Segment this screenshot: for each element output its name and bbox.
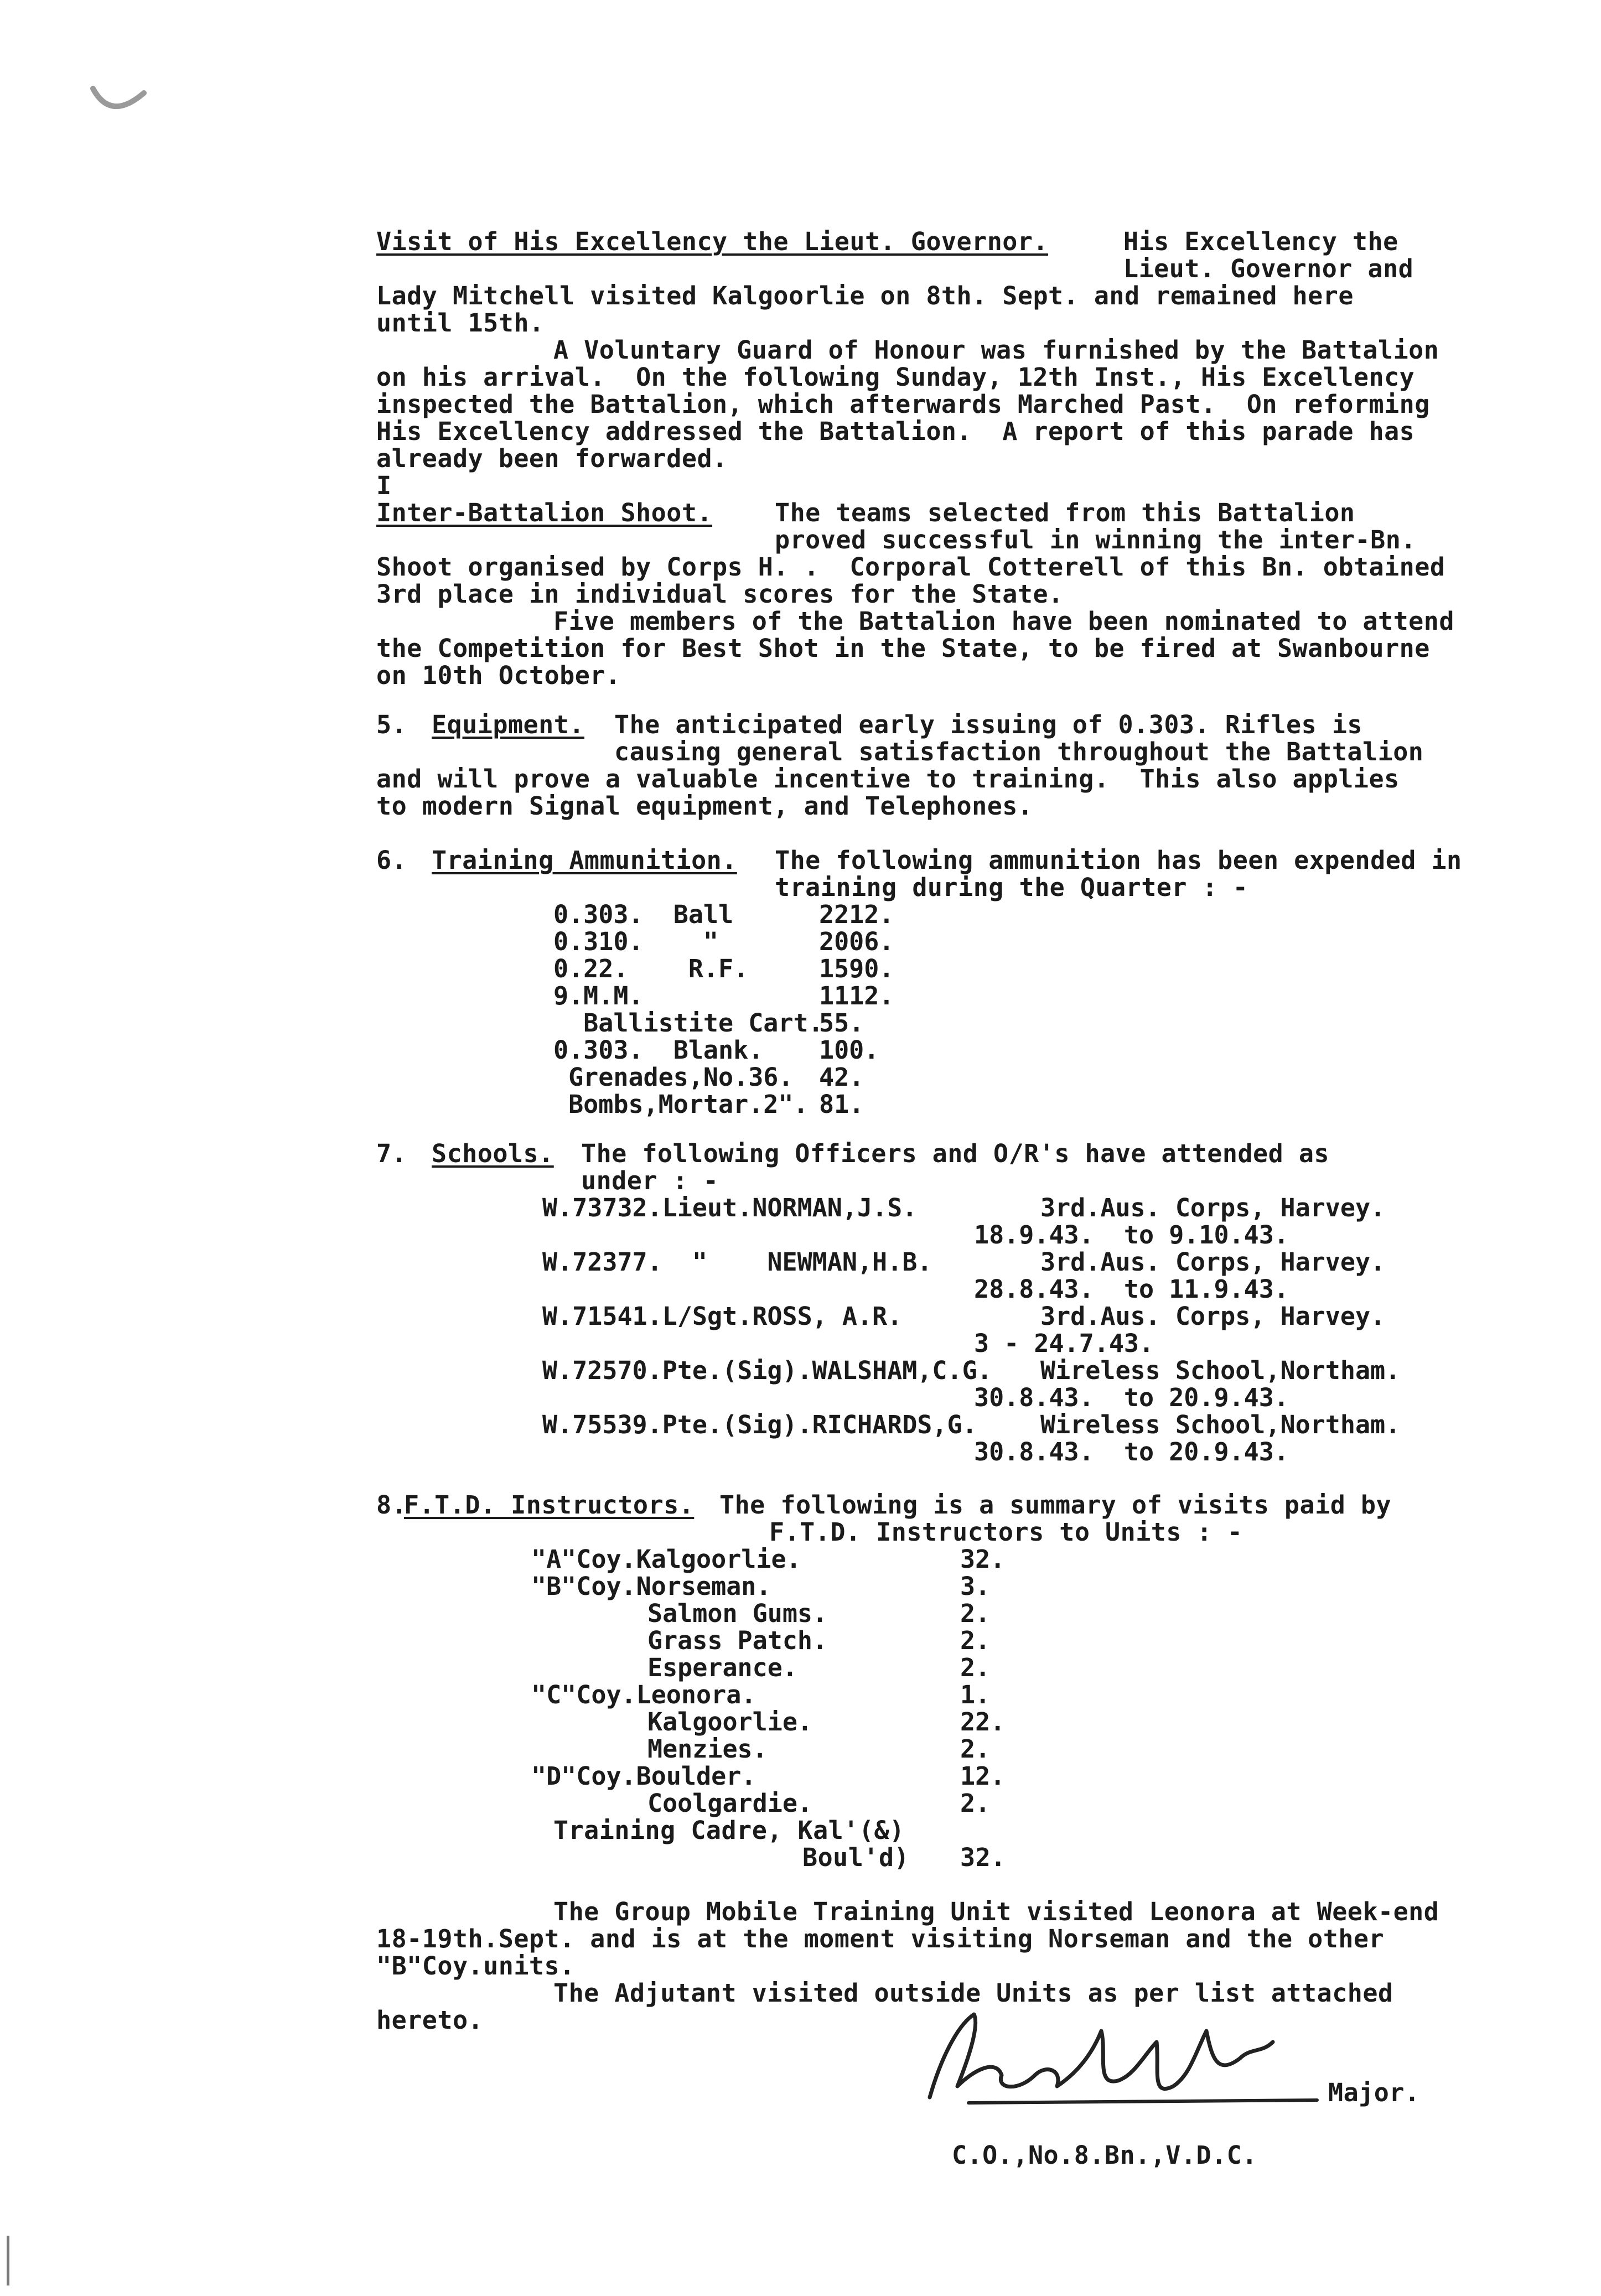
ftd-unit: Menzies. [647, 1734, 768, 1764]
ftd-visits: 32. [960, 1545, 1006, 1574]
scan-edge-mark [7, 2236, 9, 2285]
schools-line2: under : - [581, 1166, 719, 1195]
school-location: Wireless School,Northam. [1040, 1410, 1401, 1439]
ammunition-qty: 1112. [819, 981, 894, 1010]
visit-para2-line3: inspected the Battalion, which afterwards Marched Past. On reforming [376, 390, 1430, 419]
closing-line1: The Group Mobile Training Unit visited Leonora at Week-end [553, 1897, 1439, 1926]
shoot-para2-line2: the Competition for Best Shot in the State, to be fired at Swanbourne [376, 634, 1430, 663]
equipment-line4: to modern Signal equipment, and Telephones. [376, 791, 1033, 821]
shoot-para2-line3: on 10th October. [376, 661, 621, 690]
handwritten-signature [908, 1992, 1328, 2119]
visit-intro-right-2: Lieut. Governor and [1123, 254, 1414, 283]
visit-intro-right-1: His Excellency the [1123, 227, 1398, 256]
ftd-cadre-visits: 32. [960, 1843, 1006, 1872]
ammunition-number: 6. [376, 846, 407, 875]
ftd-visits: 2. [960, 1789, 991, 1818]
ftd-unit: Grass Patch. [647, 1626, 828, 1655]
stray-mark: I [376, 471, 392, 500]
signature-rank: Major. [1328, 2078, 1420, 2107]
school-attendee: W.72377. " NEWMAN,H.B. [542, 1247, 932, 1277]
punch-hole-mark [89, 83, 149, 122]
closing-line2: 18-19th.Sept. and is at the moment visiting Norseman and the other [376, 1924, 1385, 1953]
ammunition-item: Bombs,Mortar.2". [553, 1090, 809, 1119]
ammunition-qty: 2212. [819, 900, 894, 929]
ammunition-qty: 55. [819, 1008, 864, 1038]
ftd-heading: F.T.D. Instructors. [404, 1490, 695, 1520]
ftd-visits: 3. [960, 1572, 991, 1601]
ftd-visits: 1. [960, 1680, 991, 1709]
visit-para2-line1: A Voluntary Guard of Honour was furnished by the Battalion [553, 335, 1439, 365]
school-dates: 18.9.43. to 9.10.43. [974, 1220, 1289, 1250]
visit-line-3: Lady Mitchell visited Kalgoorlie on 8th. Sept. and remained here [376, 281, 1354, 310]
closing-line4: The Adjutant visited outside Units as per list attached [553, 1978, 1393, 2008]
school-dates: 30.8.43. to 20.9.43. [974, 1437, 1289, 1466]
shoot-para2-line1: Five members of the Battalion have been nominated to attend [553, 607, 1454, 636]
school-attendee: W.72570.Pte.(Sig).WALSHAM,C.G. [542, 1356, 992, 1385]
equipment-line2: causing general satisfaction throughout the Battalion [614, 737, 1424, 766]
ammunition-heading: Training Ammunition. [432, 846, 737, 875]
ftd-line1-right: The following is a summary of visits paid by [719, 1490, 1392, 1520]
ammunition-line2: training during the Quarter : - [775, 873, 1248, 902]
ammunition-qty: 81. [819, 1090, 864, 1119]
visit-para2-line5: already been forwarded. [376, 444, 728, 473]
closing-line5: hereto. [376, 2005, 484, 2035]
ftd-unit: "B"Coy.Norseman. [531, 1572, 771, 1601]
closing-line3: "B"Coy.units. [376, 1951, 575, 1981]
shoot-line4: 3rd place in individual scores for the State. [376, 579, 1064, 609]
schools-number: 7. [376, 1139, 407, 1168]
ftd-visits: 22. [960, 1707, 1006, 1737]
ftd-visits: 2. [960, 1626, 991, 1655]
equipment-line1-right: The anticipated early issuing of 0.303. Rifles is [614, 710, 1363, 739]
ammunition-line1-right: The following ammunition has been expended in [775, 846, 1462, 875]
school-attendee: W.73732.Lieut.NORMAN,J.S. [542, 1193, 918, 1222]
ftd-unit: "A"Coy.Kalgoorlie. [531, 1545, 801, 1574]
visit-para2-line2: on his arrival. On the following Sunday, 12th Inst., His Excellency [376, 362, 1415, 392]
school-attendee: W.75539.Pte.(Sig).RICHARDS,G. [542, 1410, 977, 1439]
visit-para2-line4: His Excellency addressed the Battalion. A report of this parade has [376, 417, 1415, 446]
ammunition-item: 0.303. Blank. [553, 1035, 764, 1065]
shoot-heading: Inter-Battalion Shoot. [376, 498, 713, 527]
ftd-visits: 2. [960, 1653, 991, 1682]
school-dates: 30.8.43. to 20.9.43. [974, 1383, 1289, 1412]
ftd-cadre-line2: Boul'd) [802, 1843, 910, 1872]
ammunition-item: Ballistite Cart. [553, 1008, 823, 1038]
school-attendee: W.71541.L/Sgt.ROSS, A.R. [542, 1302, 903, 1331]
ammunition-item: Grenades,No.36. [553, 1063, 794, 1092]
equipment-line3: and will prove a valuable incentive to training. This also applies [376, 764, 1400, 794]
ftd-unit: Esperance. [647, 1653, 797, 1682]
visit-line-4: until 15th. [376, 308, 545, 338]
schools-line1-right: The following Officers and O/R's have attended as [581, 1139, 1330, 1168]
equipment-number: 5. [376, 710, 407, 739]
ammunition-item: 0.303. Ball [553, 900, 734, 929]
ammunition-qty: 100. [819, 1035, 879, 1065]
ftd-visits: 12. [960, 1761, 1006, 1791]
visit-heading: Visit of His Excellency the Lieut. Governor. [376, 227, 1049, 256]
school-location: 3rd.Aus. Corps, Harvey. [1040, 1193, 1386, 1222]
equipment-heading: Equipment. [432, 710, 584, 739]
ammunition-qty: 42. [819, 1063, 864, 1092]
ftd-unit: Salmon Gums. [647, 1599, 828, 1628]
ftd-cadre-line1: Training Cadre, Kal'(&) [553, 1816, 905, 1845]
ftd-unit: "C"Coy.Leonora. [531, 1680, 757, 1709]
ftd-unit: "D"Coy.Boulder. [531, 1761, 757, 1791]
ammunition-item: 0.310. " [553, 927, 719, 956]
school-location: 3rd.Aus. Corps, Harvey. [1040, 1302, 1386, 1331]
ammunition-item: 9.M.M. [553, 981, 644, 1010]
shoot-line2: proved successful in winning the inter-Bn. [775, 525, 1416, 554]
ammunition-qty: 2006. [819, 927, 894, 956]
signature-appointment: C.O.,No.8.Bn.,V.D.C. [952, 2140, 1257, 2170]
ftd-unit: Coolgardie. [647, 1789, 813, 1818]
ammunition-qty: 1590. [819, 954, 894, 983]
school-location: 3rd.Aus. Corps, Harvey. [1040, 1247, 1386, 1277]
shoot-line3: Shoot organised by Corps H. . Corporal Cotterell of this Bn. obtained [376, 552, 1445, 582]
ftd-visits: 2. [960, 1734, 991, 1764]
ftd-visits: 2. [960, 1599, 991, 1628]
school-dates: 28.8.43. to 11.9.43. [974, 1274, 1289, 1304]
ftd-number: 8. [376, 1490, 407, 1520]
shoot-line1-right: The teams selected from this Battalion [775, 498, 1355, 527]
ammunition-item: 0.22. R.F. [553, 954, 749, 983]
school-dates: 3 - 24.7.43. [974, 1329, 1154, 1358]
ftd-line2: F.T.D. Instructors to Units : - [769, 1517, 1243, 1547]
ftd-unit: Kalgoorlie. [647, 1707, 813, 1737]
school-location: Wireless School,Northam. [1040, 1356, 1401, 1385]
schools-heading: Schools. [432, 1139, 554, 1168]
